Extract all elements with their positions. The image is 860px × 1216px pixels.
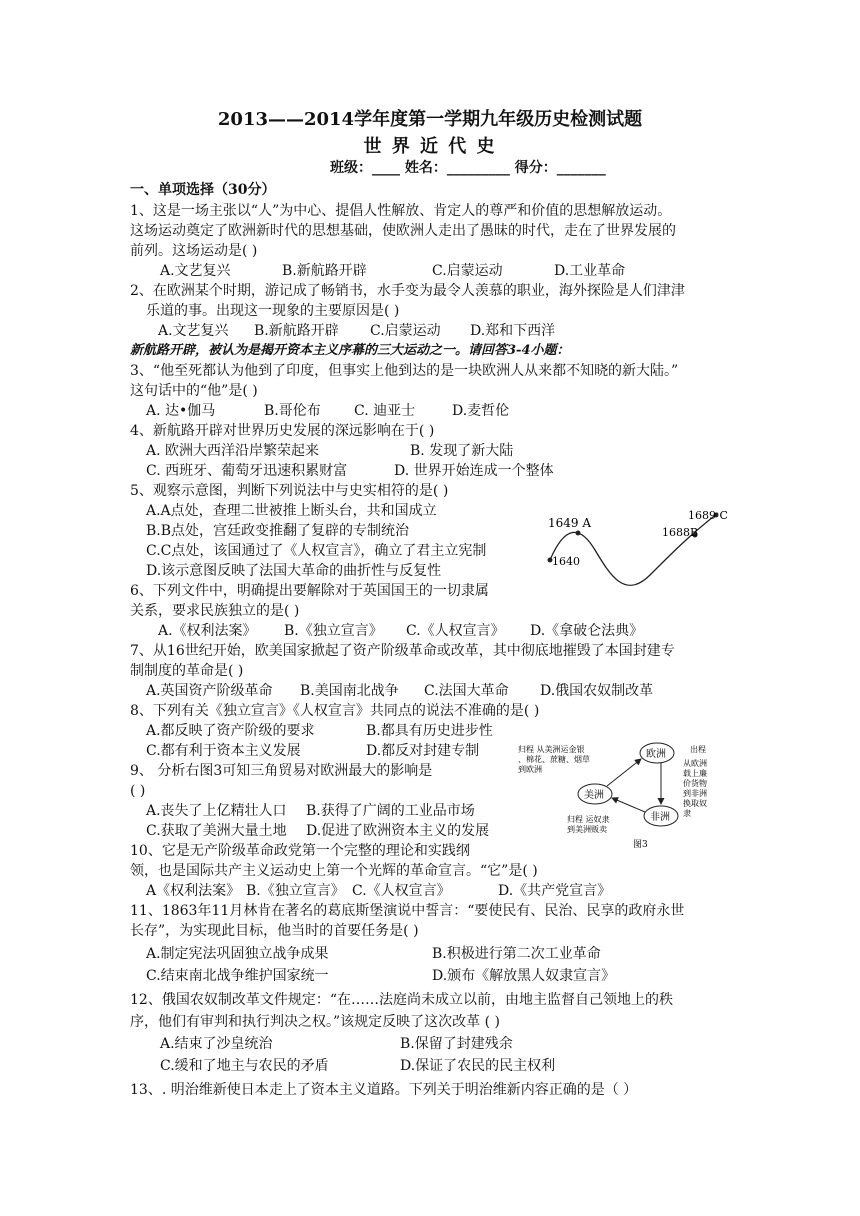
option-b: B.获得了广阔的工业品市场 [306, 803, 475, 819]
option-a: A.制定宪法巩固独立战争成果 [146, 946, 329, 962]
question-6-text: 关系，要求民族独立的是( ) [130, 603, 300, 619]
label-start: 1640 [552, 555, 580, 568]
option-d: D.麦哲伦 [452, 403, 510, 419]
option-d: D.都反对封建专制 [366, 743, 480, 759]
option-a: A.《权利法案》 [158, 623, 257, 639]
option-c: C.《人权宣言》 [406, 623, 505, 639]
question-4-options [146, 461, 554, 481]
label-a: 1649 A [548, 516, 592, 530]
option-b: B.新航路开辟 [282, 263, 367, 279]
outbound-title: 出程 [690, 745, 706, 754]
option-b: B. 发现了新大陆 [410, 443, 514, 459]
question-11-text: 11、1863年11月林肯在著名的葛底斯堡演说中誓言：“要使民有、民治、民享的政府永世 [130, 903, 685, 919]
question-12-text: 序，他们有审判和执行判决之权。”该规定反映了这次改革 ( ) [130, 1014, 500, 1030]
label-b: 1688B [662, 526, 699, 539]
question-13-text: 13、. 明治维新使日本走上了资本主义道路。下列关于明治维新内容正确的是（ ） [130, 1082, 638, 1098]
question-12-options [160, 1056, 555, 1076]
question-5-option-b: B.B点处，宫廷政变推翻了复辟的专制统治 [146, 523, 410, 539]
option-d: D.郑和下西洋 [470, 323, 556, 339]
option-b: B.美国南北战争 [300, 683, 399, 699]
question-3-options [146, 401, 509, 421]
option-c: C. 西班牙、葡萄牙迅速积累财富 [146, 463, 348, 479]
option-b: B.哥伦布 [264, 403, 321, 419]
europe-label: 欧洲 [646, 749, 666, 760]
option-a: A.结束了沙皇统治 [160, 1036, 273, 1052]
question-8-text: 8、下列有关《独立宣言》《人权宣言》共同点的说法不准确的是( ) [130, 703, 540, 719]
instruction-note: 新航路开辟，被认为是揭开资本主义序幕的三大运动之一。请回答3-4小题： [130, 343, 570, 358]
figure-caption: 图3 [633, 840, 648, 850]
question-8-options [146, 721, 493, 741]
outbound-text: 隶 [683, 809, 691, 818]
america-label: 美洲 [584, 790, 604, 801]
option-d: D.工业革命 [554, 263, 626, 279]
outbound-text: 换取奴 [683, 799, 707, 808]
option-d: D.俄国农奴制改革 [540, 683, 654, 699]
option-d: D. 世界开始连成一个整体 [394, 463, 554, 479]
question-1-text: 1、这是一场主张以“人”为中心、提倡人性解放、肯定人的尊严和价值的思想解放运动。 [130, 203, 672, 219]
question-2-text: 2、在欧洲某个时期，游记成了畅销书，水手变为最令人羡慕的职业，海外探险是人们津津 [130, 283, 685, 299]
option-a: A. 欧洲大西洋沿岸繁荣起来 [146, 443, 320, 459]
question-2-options [158, 321, 555, 341]
question-9-options [146, 801, 475, 821]
option-a: A.丧失了上亿精壮人口 [146, 803, 287, 819]
question-6-options [158, 621, 643, 641]
question-6-text: 6、下列文件中，明确提出要解除对于英国国王的一切隶属 [130, 583, 489, 599]
question-8-options [146, 741, 479, 761]
question-3-text: 这句话中的“他”是( ) [130, 383, 258, 399]
question-2-text: 乐道的事。出现这一现象的主要原因是( ) [146, 303, 400, 319]
question-5-text: 5、观察示意图，判断下列说法中与史实相符的是( ) [130, 483, 449, 499]
question-5-option-d: D.该示意图反映了法国大革命的曲折性与反复性 [146, 563, 442, 579]
option-c: C.获取了美洲大量土地 [146, 823, 287, 839]
question-3-text: 3、“他至死都认为他到了印度，但事实上他到达的是一块欧洲人从来都不知晓的新大陆。” [130, 363, 679, 379]
student-info-line: 班级：____ 姓名：_________ 得分：_______ [330, 160, 606, 176]
option-b: B.积极进行第二次工业革命 [432, 946, 601, 962]
label-c: 1689 C [688, 509, 728, 522]
page-subtitle: 世 界 近 代 史 [363, 136, 497, 157]
outbound-text: 到非洲 [683, 789, 707, 798]
question-1-text: 这场运动奠定了欧洲新时代的思想基础，使欧洲人走出了愚昧的时代，走在了世界发展的 [130, 223, 676, 239]
outbound-text: 价货物 [683, 779, 707, 788]
outbound-text: 载上廉 [683, 769, 707, 778]
africa-label: 非洲 [650, 812, 670, 823]
option-d: D.保证了农民的民主权利 [400, 1058, 556, 1074]
q5-curve-diagram [540, 505, 740, 590]
option-d: D.促进了欧洲资本主义的发展 [306, 823, 490, 839]
return-route-text: 到欧洲 [518, 765, 542, 774]
question-5-option-a: A.A点处，查理二世被推上断头台，共和国成立 [146, 503, 437, 519]
option-c: C. 迪亚士 [354, 403, 416, 419]
question-12-options [160, 1034, 513, 1054]
question-5-option-c: C.C点处，该国通过了《人权宣言》，确立了君主立宪制 [146, 543, 487, 559]
triangle-trade-diagram [515, 740, 725, 855]
option-d: D.《拿破仑法典》 [530, 623, 644, 639]
question-12-text: 12、俄国农奴制改革文件规定：“在……法庭尚未成立以前，由地主监督自己领地上的秩 [130, 992, 673, 1008]
option-c: C.启蒙运动 [370, 323, 441, 339]
question-1-text: 前列。这场运动是( ) [130, 243, 258, 259]
question-4-text: 4、新航路开辟对世界历史发展的深远影响在于( ) [130, 423, 435, 439]
question-11-text: 长存”，为实现此目标，他当时的首要任务是( ) [130, 923, 419, 939]
question-4-options [146, 441, 513, 461]
return-route-text: 归程 从美洲运金银 [518, 745, 585, 754]
question-7-text: 7、从16世纪开始，欧美国家掀起了资产阶级革命或改革，其中彻底地摧毁了本国封建专 [130, 643, 675, 659]
question-9-options [146, 821, 489, 841]
option-a: A. 达•伽马 [146, 403, 216, 419]
middle-route-text: 归程 运奴隶 [567, 815, 610, 824]
option-c: C.启蒙运动 [432, 263, 503, 279]
option-b: B.都具有历史进步性 [366, 723, 493, 739]
option-b: B.《独立宣言》 [246, 883, 345, 899]
question-10-options [146, 881, 611, 901]
middle-route-text: 到美洲贩卖 [567, 825, 607, 834]
option-c: C.结束南北战争维护国家统一 [146, 968, 329, 984]
question-7-options [146, 681, 653, 701]
option-c: C.法国大革命 [424, 683, 509, 699]
return-route-text: 、棉花、蔗糖、烟草 [518, 755, 590, 764]
option-a: A.都反映了资产阶级的要求 [146, 723, 315, 739]
option-c: C.都有利于资本主义发展 [146, 743, 301, 759]
question-7-text: 制制度的革命是( ) [130, 663, 244, 679]
question-1-options [160, 261, 625, 281]
question-11-options [146, 944, 601, 964]
option-d: D.《共产党宣言》 [498, 883, 612, 899]
arrow-america-europe [607, 759, 641, 786]
option-b: B.《独立宣言》 [284, 623, 383, 639]
option-c: C.缓和了地主与农民的矛盾 [160, 1058, 329, 1074]
page-title: 2013——2014学年度第一学期九年级历史检测试题 [217, 109, 643, 130]
question-10-text: 领，也是国际共产主义运动史上第一个光辉的革命宣言。“它”是( ) [130, 863, 538, 879]
outbound-text: 从欧洲 [683, 759, 707, 768]
question-9-text: 9、 分析右图3可知三角贸易对欧洲最大的影响是 [130, 763, 433, 779]
question-11-options [146, 966, 615, 986]
question-9-text: ( ) [130, 783, 146, 799]
option-a: A《权利法案》 [146, 883, 241, 899]
option-a: A.英国资产阶级革命 [146, 683, 273, 699]
option-a: A.文艺复兴 [158, 323, 229, 339]
option-b: B.保留了封建残余 [400, 1036, 513, 1052]
option-d: D.颁布《解放黑人奴隶宣言》 [432, 968, 616, 984]
option-b: B.新航路开辟 [254, 323, 339, 339]
arrow-africa-america [612, 798, 645, 812]
point-a [576, 531, 581, 536]
section-heading: 一、单项选择（30分） [130, 182, 276, 198]
question-10-text: 10、它是无产阶级革命政党第一个完整的理论和实践纲 [130, 843, 470, 859]
option-c: C.《人权宣言》 [352, 883, 451, 899]
option-a: A.文艺复兴 [160, 263, 231, 279]
